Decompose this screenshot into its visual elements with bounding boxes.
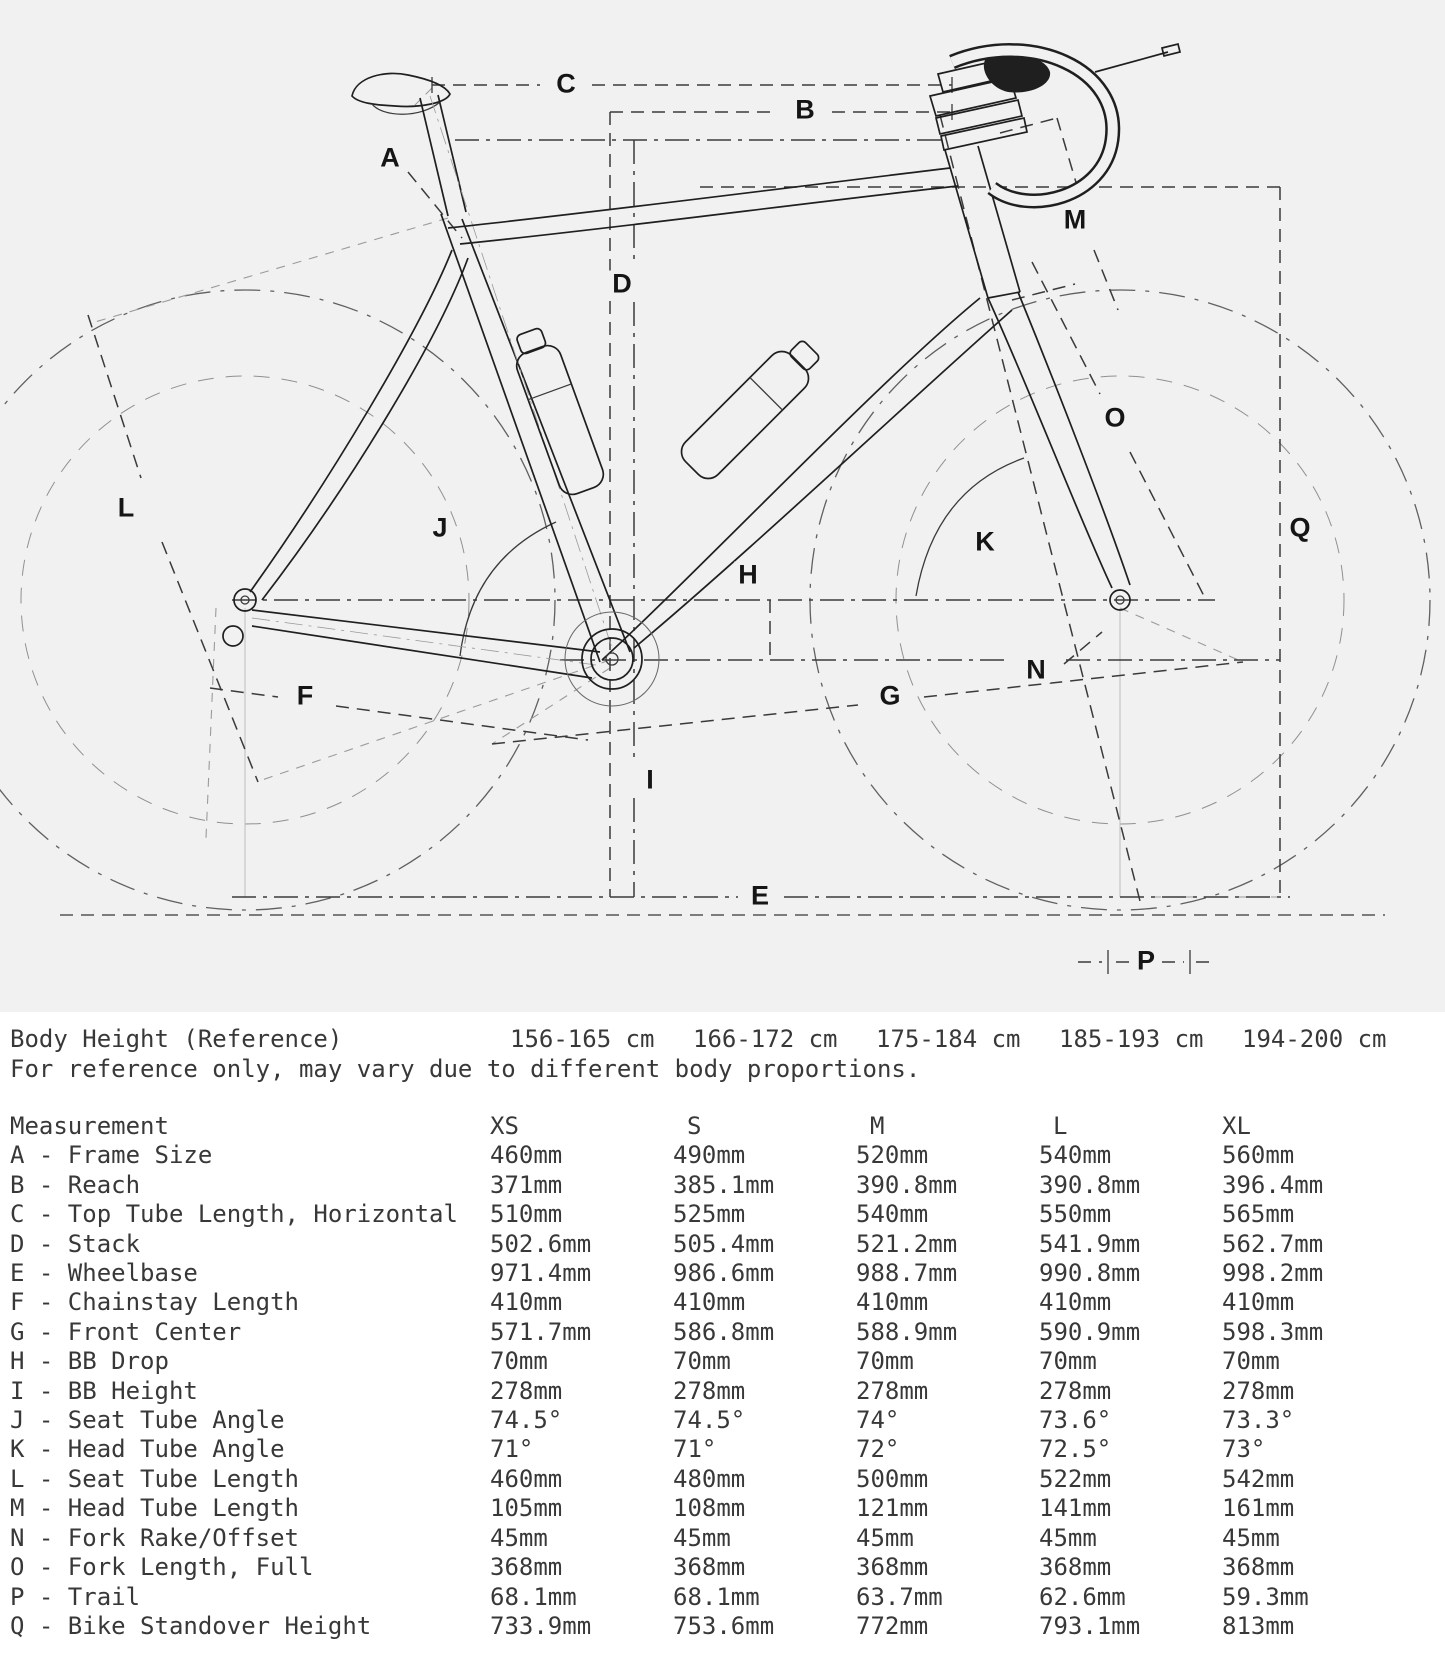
brake-lever: [1095, 52, 1168, 72]
row-value: 70mm: [1222, 1347, 1280, 1376]
row-value: 108mm: [673, 1494, 746, 1523]
row-value: 59.3mm: [1222, 1582, 1309, 1611]
size-header-XS: XS: [490, 1112, 519, 1140]
row-value: 73°: [1222, 1435, 1266, 1464]
row-value: 772mm: [856, 1611, 929, 1640]
row-label: K - Head Tube Angle: [10, 1435, 285, 1464]
dim-label-P: P: [1133, 948, 1159, 975]
dim-label-K: K: [971, 529, 999, 556]
row-value: 368mm: [1039, 1553, 1112, 1582]
dim-label-A: A: [376, 145, 404, 172]
size-header-M: M: [870, 1112, 885, 1140]
fork: [988, 292, 1130, 610]
row-label: G - Front Center: [10, 1317, 242, 1346]
row-value: 62.6mm: [1039, 1582, 1126, 1611]
row-value: 141mm: [1039, 1494, 1112, 1523]
row-value: 390.8mm: [1039, 1170, 1141, 1199]
bottle-seat-tube: [506, 324, 607, 499]
geometry-table: [0, 1112, 1445, 1641]
table-row: [0, 1141, 1445, 1170]
row-value: 368mm: [856, 1553, 929, 1582]
row-value: 990.8mm: [1039, 1259, 1141, 1288]
row-value: 368mm: [673, 1553, 746, 1582]
row-label: C - Top Tube Length, Horizontal: [10, 1200, 458, 1229]
row-value: 371mm: [490, 1170, 563, 1199]
size-header-L: L: [1053, 1112, 1068, 1140]
geometry-table-rows: [0, 1141, 1445, 1641]
row-value: 505.4mm: [673, 1229, 775, 1258]
row-label: N - Fork Rake/Offset: [10, 1523, 299, 1552]
frame-drawing: [223, 44, 1180, 706]
row-value: 460mm: [490, 1464, 563, 1493]
row-value: 733.9mm: [490, 1611, 592, 1640]
table-row: [0, 1259, 1445, 1288]
row-value: 988.7mm: [856, 1259, 958, 1288]
body-height-note: For reference only, may vary due to different body proportions.: [10, 1055, 921, 1083]
row-value: 410mm: [673, 1288, 746, 1317]
table-row: [0, 1494, 1445, 1523]
body-height-range: 185-193 cm: [1059, 1025, 1204, 1053]
size-header-row: [0, 1112, 1445, 1141]
size-header-XL: XL: [1222, 1112, 1251, 1140]
dim-label-H: H: [734, 562, 762, 589]
row-value: 562.7mm: [1222, 1229, 1324, 1258]
table-row: [0, 1230, 1445, 1259]
row-value: 45mm: [673, 1523, 731, 1552]
dim-label-D: D: [608, 271, 636, 298]
row-value: 278mm: [673, 1376, 746, 1405]
row-value: 521.2mm: [856, 1229, 958, 1258]
dim-label-J: J: [428, 515, 451, 542]
row-value: 998.2mm: [1222, 1259, 1324, 1288]
row-value: 753.6mm: [673, 1611, 775, 1640]
row-value: 70mm: [673, 1347, 731, 1376]
dim-label-O: O: [1100, 405, 1129, 432]
table-row: [0, 1406, 1445, 1435]
row-value: 73.3°: [1222, 1406, 1295, 1435]
row-value: 490mm: [673, 1141, 746, 1170]
row-label: E - Wheelbase: [10, 1259, 198, 1288]
row-value: 396.4mm: [1222, 1170, 1324, 1199]
row-value: 72.5°: [1039, 1435, 1112, 1464]
row-value: 540mm: [856, 1200, 929, 1229]
row-value: 813mm: [1222, 1611, 1295, 1640]
row-value: 45mm: [1222, 1523, 1280, 1552]
row-label: O - Fork Length, Full: [10, 1553, 314, 1582]
saddle: [352, 73, 450, 106]
table-row: [0, 1377, 1445, 1406]
row-label: P - Trail: [10, 1582, 141, 1611]
dim-label-M: M: [1060, 207, 1091, 234]
dim-label-N: N: [1022, 657, 1050, 684]
table-row: [0, 1318, 1445, 1347]
dim-label-F: F: [293, 683, 318, 710]
row-value: 510mm: [490, 1200, 563, 1229]
construction-lines: [95, 88, 1280, 897]
dim-label-E: E: [747, 883, 773, 910]
table-row: [0, 1288, 1445, 1317]
row-label: A - Frame Size: [10, 1141, 213, 1170]
dim-label-I: I: [642, 767, 658, 794]
dim-label-Q: Q: [1285, 515, 1314, 542]
row-value: 500mm: [856, 1464, 929, 1493]
dim-label-B: B: [791, 97, 819, 124]
row-value: 73.6°: [1039, 1406, 1112, 1435]
row-value: 68.1mm: [673, 1582, 760, 1611]
row-value: 368mm: [1222, 1553, 1295, 1582]
row-value: 502.6mm: [490, 1229, 592, 1258]
row-label: M - Head Tube Length: [10, 1494, 299, 1523]
row-value: 71°: [673, 1435, 717, 1464]
row-value: 45mm: [856, 1523, 914, 1552]
row-value: 72°: [856, 1435, 900, 1464]
row-value: 410mm: [856, 1288, 929, 1317]
row-value: 121mm: [856, 1494, 929, 1523]
body-height-label: Body Height (Reference): [10, 1025, 343, 1053]
row-value: 598.3mm: [1222, 1317, 1324, 1346]
row-value: 586.8mm: [673, 1317, 775, 1346]
row-value: 63.7mm: [856, 1582, 943, 1611]
row-value: 45mm: [490, 1523, 548, 1552]
row-label: F - Chainstay Length: [10, 1288, 299, 1317]
table-row: [0, 1171, 1445, 1200]
row-value: 74°: [856, 1406, 900, 1435]
row-value: 542mm: [1222, 1464, 1295, 1493]
row-label: Q - Bike Standover Height: [10, 1611, 372, 1640]
row-value: 390.8mm: [856, 1170, 958, 1199]
row-value: 541.9mm: [1039, 1229, 1141, 1258]
row-value: 74.5°: [490, 1406, 563, 1435]
row-label: B - Reach: [10, 1170, 141, 1199]
row-value: 71°: [490, 1435, 534, 1464]
bottom-bracket: [565, 612, 659, 706]
body-height-range: 175-184 cm: [876, 1025, 1021, 1053]
row-value: 793.1mm: [1039, 1611, 1141, 1640]
row-value: 410mm: [490, 1288, 563, 1317]
row-value: 522mm: [1039, 1464, 1112, 1493]
row-value: 560mm: [1222, 1141, 1295, 1170]
dim-label-L: L: [114, 495, 139, 522]
row-value: 45mm: [1039, 1523, 1097, 1552]
row-value: 410mm: [1222, 1288, 1295, 1317]
body-height-range: 194-200 cm: [1242, 1025, 1387, 1053]
row-value: 565mm: [1222, 1200, 1295, 1229]
row-value: 368mm: [490, 1553, 563, 1582]
row-value: 480mm: [673, 1464, 746, 1493]
row-value: 571.7mm: [490, 1317, 592, 1346]
row-value: 105mm: [490, 1494, 563, 1523]
table-row: [0, 1583, 1445, 1612]
table-row: [0, 1612, 1445, 1641]
table-row: [0, 1524, 1445, 1553]
measurement-header: Measurement: [10, 1112, 169, 1140]
row-value: 550mm: [1039, 1200, 1112, 1229]
dim-label-C: C: [552, 71, 580, 98]
dim-label-G: G: [875, 683, 904, 710]
size-header-S: S: [687, 1112, 702, 1140]
row-value: 986.6mm: [673, 1259, 775, 1288]
row-value: 161mm: [1222, 1494, 1295, 1523]
row-value: 588.9mm: [856, 1317, 958, 1346]
body-height-range: 166-172 cm: [693, 1025, 838, 1053]
row-value: 525mm: [673, 1200, 746, 1229]
row-value: 460mm: [490, 1141, 563, 1170]
row-value: 74.5°: [673, 1406, 746, 1435]
row-label: J - Seat Tube Angle: [10, 1406, 285, 1435]
row-value: 278mm: [1039, 1376, 1112, 1405]
row-value: 540mm: [1039, 1141, 1112, 1170]
row-value: 70mm: [1039, 1347, 1097, 1376]
table-row: [0, 1435, 1445, 1464]
row-label: D - Stack: [10, 1229, 141, 1258]
body-height-row: [0, 1024, 1445, 1054]
row-value: 520mm: [856, 1141, 929, 1170]
row-value: 278mm: [490, 1376, 563, 1405]
table-row: [0, 1465, 1445, 1494]
row-value: 278mm: [856, 1376, 929, 1405]
row-value: 278mm: [1222, 1376, 1295, 1405]
row-value: 385.1mm: [673, 1170, 775, 1199]
row-value: 68.1mm: [490, 1582, 577, 1611]
table-row: [0, 1347, 1445, 1376]
table-row: [0, 1200, 1445, 1229]
row-value: 70mm: [490, 1347, 548, 1376]
table-row: [0, 1553, 1445, 1582]
row-value: 410mm: [1039, 1288, 1112, 1317]
row-value: 590.9mm: [1039, 1317, 1141, 1346]
head-tube: [930, 55, 1050, 298]
dimension-lines: [60, 77, 1385, 974]
row-label: I - BB Height: [10, 1376, 198, 1405]
row-value: 971.4mm: [490, 1259, 592, 1288]
row-label: H - BB Drop: [10, 1347, 169, 1376]
row-value: 70mm: [856, 1347, 914, 1376]
body-height-range: 156-165 cm: [510, 1025, 655, 1053]
row-label: L - Seat Tube Length: [10, 1464, 299, 1493]
